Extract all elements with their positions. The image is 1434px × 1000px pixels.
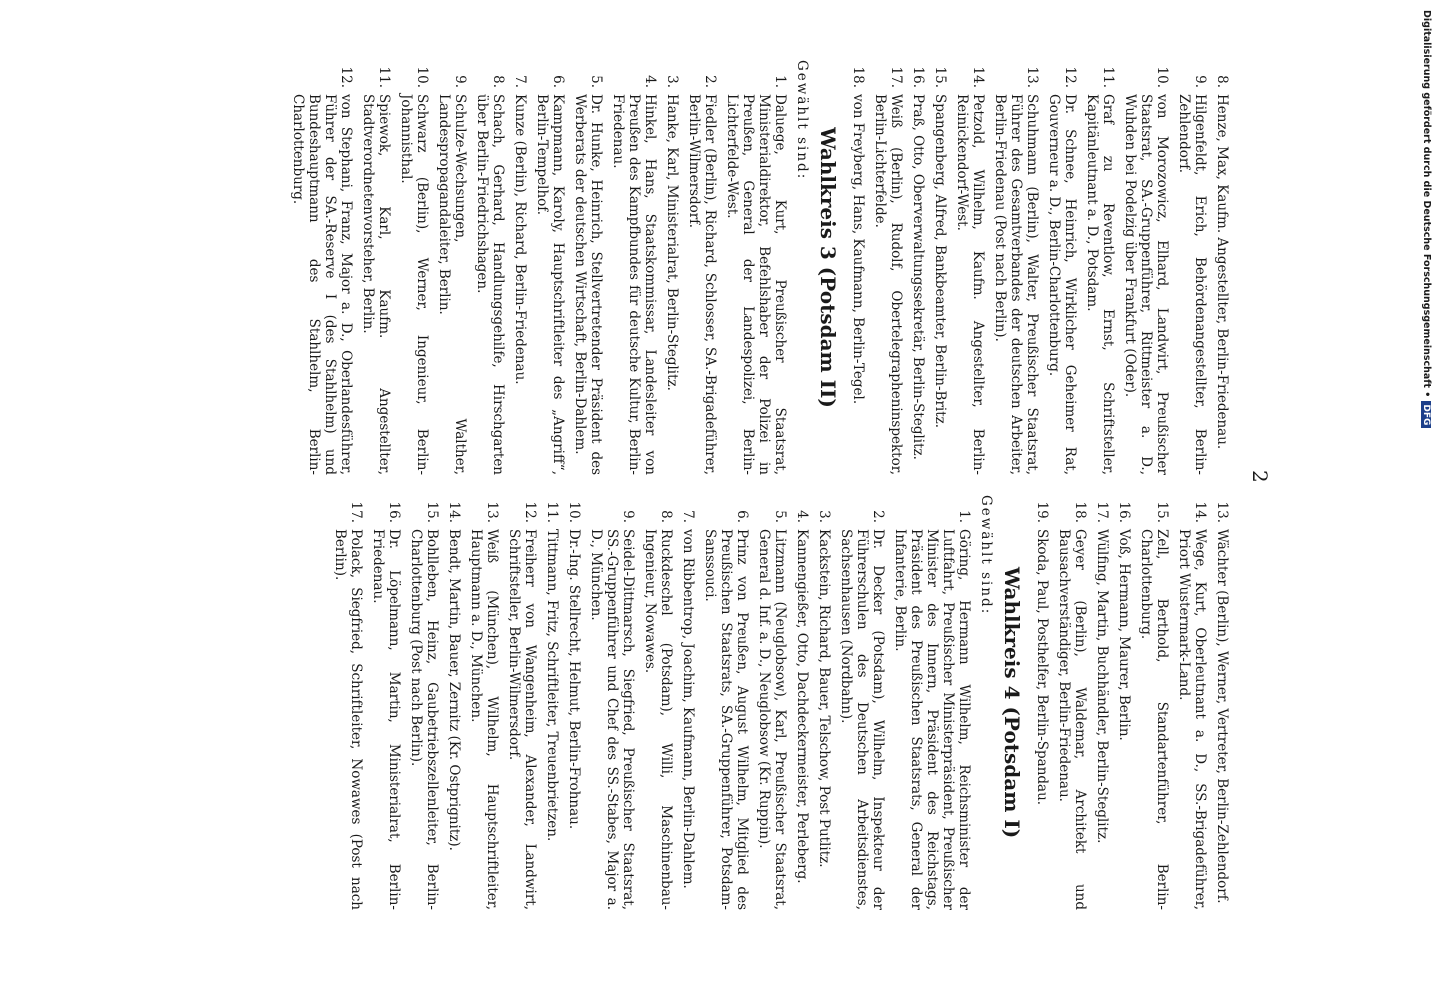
- entry-text: Zell, Berthold, Standartenführer, Berlin-Charlottenburg.: [1138, 529, 1170, 910]
- entry-text: von Stephani, Franz, Major a. D., Oberlandesführer, Führer der SA.-Reserve I (des Stahlhelm) und Bundeshauptmann des Stahlhelm, Berlin-Charlottenburg.: [290, 94, 354, 475]
- entry-text: Voß, Hermann, Maurer, Berlin.: [1116, 529, 1132, 741]
- entry-number: 6.: [734, 510, 750, 523]
- entry-number: 16.: [386, 501, 402, 523]
- list-item: [992, 60, 1040, 475]
- entry-number: 8.: [1214, 75, 1230, 88]
- entry-number: 17.: [888, 66, 904, 88]
- entry-text: Kampmann, Karoly, Hauptschriftleiter des „Angriff“, Berlin-Tempelhof.: [534, 94, 566, 475]
- digitization-note: [1418, 10, 1432, 570]
- entry-number: 13.: [1214, 501, 1230, 523]
- list-item: [544, 495, 560, 910]
- elected-label: Gewählt sind:: [794, 60, 810, 181]
- entry-number: 13.: [1024, 66, 1040, 88]
- list-item: [588, 495, 636, 910]
- entry-text: Wächter (Berlin), Werner, Vertreter, Berlin-Zehlendorf.: [1214, 529, 1230, 904]
- list-item: [360, 60, 392, 475]
- entry-text: Tittmann, Fritz, Schriftleiter, Treuenbrietzen.: [544, 529, 560, 842]
- entry-text: Ruckdeschel (Potsdam), Willi, Maschinenbau-Ingenieur, Nowawes.: [642, 529, 674, 910]
- left-entries-bottom: [290, 60, 788, 475]
- entry-number: 10.: [414, 66, 430, 88]
- entry-text: Spiewok, Karl, Kaufm. Angestellter, Stadtverordnetenvorsteher, Berlin.: [360, 94, 392, 475]
- entry-text: Graf zu Reventlow, Ernst, Schriftsteller, Kapitänleutnant a. D., Potsdam.: [1084, 94, 1116, 475]
- list-item: [1034, 495, 1050, 910]
- entry-number: 12.: [1062, 66, 1078, 88]
- entry-number: 12.: [522, 501, 538, 523]
- entry-number: 5.: [772, 510, 788, 523]
- entry-number: 7.: [512, 75, 528, 88]
- list-item: [332, 495, 364, 910]
- entry-number: 10.: [1154, 66, 1170, 88]
- entry-text: Polack, Siegfried, Schriftleiter, Nowawes (Post nach Berlin).: [332, 529, 364, 910]
- entry-text: Spangenberg, Alfred, Bankbeamter, Berlin-Britz.: [932, 94, 948, 429]
- list-item: [680, 495, 696, 910]
- entry-text: Dr. Schnee, Heinrich, Wirklicher Geheimer Rat, Gouverneur a. D., Berlin-Charlottenburg.: [1046, 94, 1078, 475]
- list-item: [474, 60, 506, 475]
- entry-text: Weiß (Berlin), Rudolf, Obertelegrapheninspektor, Berlin-Lichterfelde.: [872, 94, 904, 475]
- entry-text: Fiedler (Berlin), Richard, Schlosser, SA.-Brigadeführer, Berlin-Wilmersdorf.: [686, 94, 718, 475]
- list-item: [850, 60, 866, 475]
- list-item: [756, 495, 788, 910]
- section-title-wahlkreis-3: Wahlkreis 3 (Potsdam II): [816, 127, 840, 408]
- list-item: [892, 495, 972, 910]
- entry-number: 1.: [772, 75, 788, 88]
- entry-text: Hilgenfeldt, Erich, Behördenangestellter, Berlin-Zehlendorf.: [1176, 94, 1208, 475]
- entry-number: 16.: [910, 66, 926, 88]
- list-item: [1046, 60, 1078, 475]
- entry-number: 11.: [1100, 66, 1116, 88]
- entry-number: 17.: [1094, 501, 1110, 523]
- entry-text: Litzmann (Neuglobsow), Karl, Preußischer Staatsrat, General d. Inf. a. D., Neuglobsow (Kr. Ruppin).: [756, 529, 788, 910]
- left-column: [284, 60, 1230, 475]
- list-item: [702, 495, 750, 910]
- entry-number: 14.: [1192, 501, 1208, 523]
- entry-number: 16.: [1116, 501, 1132, 523]
- elected-label: Gewählt sind:: [978, 495, 994, 616]
- entry-text: Schulze-Wechsungen, Walther, Landespropagandaleiter, Berlin.: [436, 94, 468, 475]
- entry-text: Dr. Hunke, Heinrich, Stellvertretender Präsident des Werberats der deutschen Wirtschaft, Berlin-Dahlem.: [572, 94, 604, 475]
- list-item: [398, 60, 430, 475]
- entry-number: 9.: [1192, 75, 1208, 88]
- list-item: [1214, 60, 1230, 475]
- entry-text: Dr.-Ing. Stellrecht, Helmut, Berlin-Frohnau.: [566, 529, 582, 830]
- entry-number: 4.: [642, 75, 658, 88]
- entry-text: von Freyberg, Hans, Kaufmann, Berlin-Tegel.: [850, 94, 866, 405]
- entry-number: 17.: [348, 501, 364, 523]
- list-item: [816, 495, 832, 910]
- list-item: [436, 60, 468, 475]
- entry-number: 8.: [490, 75, 506, 88]
- page-number: 2: [1248, 470, 1272, 483]
- entry-number: 1.: [956, 510, 972, 523]
- document-page: [100, 40, 1290, 920]
- list-item: [794, 495, 810, 910]
- entry-text: Henze, Max, Kaufm. Angestellter, Berlin-Friedenau.: [1214, 94, 1230, 450]
- list-item: [954, 60, 986, 475]
- list-item: [1122, 60, 1170, 475]
- list-item: [572, 60, 604, 475]
- dfg-logo: DFG: [1421, 401, 1431, 428]
- list-item: [370, 495, 402, 910]
- right-column: [326, 495, 1230, 910]
- entry-number: 3.: [664, 75, 680, 88]
- entry-number: 4.: [794, 510, 810, 523]
- entry-text: Schwarz (Berlin), Werner, Ingenieur, Berlin-Johannisthal.: [398, 94, 430, 475]
- section-title-wahlkreis-4: Wahlkreis 4 (Potsdam I): [1000, 566, 1024, 839]
- list-item: [1176, 60, 1208, 475]
- entry-text: Freiherr von Wangenheim, Alexander, Landwirt, Schriftsteller, Berlin-Wilmersdorf.: [506, 529, 538, 910]
- entry-text: Bendt, Martin, Bauer, Zernitz (Kr. Ostprignitz).: [446, 529, 462, 851]
- entry-number: 2.: [870, 510, 886, 523]
- entry-text: Hinkel, Hans, Staatskommissar, Landesleiter von Preußen des Kampfbundes für deutsche Kultur, Berlin-Friedenau.: [610, 94, 658, 475]
- entry-text: Schach, Gerhard, Handlungsgehilfe, Hirschgarten über Berlin-Friedrichshagen.: [474, 94, 506, 475]
- entry-number: 11.: [544, 501, 560, 523]
- list-item: [1214, 495, 1230, 910]
- list-item: [1176, 495, 1208, 910]
- entry-text: Wülfing, Martin, Buchhändler, Berlin-Steglitz.: [1094, 529, 1110, 844]
- entry-text: Göring, Hermann Wilhelm, Reichsminister der Luftfahrt, Preußischer Ministerpräsident, Preußischer Minister des Innern, Präsident des Reichstags, Präsident des Preußischen Staatsrats, General der Infanterie, Berlin.: [892, 529, 972, 910]
- right-entries-bottom: [332, 495, 972, 910]
- digitization-note-text: Digitalisierung gefördert durch die Deutsche Forschungsgemeinschaft •: [1421, 10, 1432, 398]
- list-item: [932, 60, 948, 475]
- entry-text: Hanke, Karl, Ministerialrat, Berlin-Steglitz.: [664, 94, 680, 391]
- list-item: [610, 60, 658, 475]
- list-item: [686, 60, 718, 475]
- entry-text: von Ribbentrop, Joachim, Kaufmann, Berlin-Dahlem.: [680, 529, 696, 889]
- entry-number: 15.: [932, 66, 948, 88]
- entry-number: 3.: [816, 510, 832, 523]
- entry-number: 8.: [658, 510, 674, 523]
- list-item: [910, 60, 926, 475]
- right-entries-top: [1034, 495, 1230, 910]
- entry-number: 7.: [680, 510, 696, 523]
- entry-text: Prinz von Preußen, August Wilhelm, Mitglied des Preußischen Staatsrats, SA.-Gruppenführer, Potsdam-Sanssouci.: [702, 529, 750, 910]
- entry-number: 5.: [588, 75, 604, 88]
- entry-number: 9.: [452, 75, 468, 88]
- entry-text: von Morozowicz, Elhard, Landwirt, Preußischer Staatsrat, SA.-Gruppenführer, Rittmeister a. D., Wuhden bei Podelzig über Frankfurt (Oder).: [1122, 94, 1170, 475]
- list-item: [1056, 495, 1088, 910]
- list-item: [1094, 495, 1110, 910]
- list-item: [872, 60, 904, 475]
- entry-number: 2.: [702, 75, 718, 88]
- entry-number: 14.: [970, 66, 986, 88]
- entry-text: Wege, Kurt, Oberleutnant a. D., SS.-Brigadeführer, Priort Wustermark-Land.: [1176, 529, 1208, 910]
- entry-number: 18.: [1072, 501, 1088, 523]
- entry-text: Weiß (München), Wilhelm, Hauptschriftleiter, Hauptmann a. D., München.: [468, 529, 500, 910]
- entry-text: Praß, Otto, Oberverwaltungssekretär, Berlin-Steglitz.: [910, 94, 926, 460]
- entry-text: Seidel-Dittmarsch, Siegfried, Preußischer Staatsrat, SS.-Gruppenführer und Chef des SS.-Stabes, Major a. D., München.: [588, 529, 636, 910]
- entry-number: 15.: [424, 501, 440, 523]
- entry-number: 18.: [850, 66, 866, 88]
- list-item: [446, 495, 462, 910]
- list-item: [1116, 495, 1132, 910]
- list-item: [1084, 60, 1116, 475]
- left-entries-top: [850, 60, 1230, 475]
- entry-number: 13.: [484, 501, 500, 523]
- list-item: [290, 60, 354, 475]
- entry-number: 12.: [338, 66, 354, 88]
- entry-text: Daluege, Kurt, Preußischer Staatsrat, Ministerialdirektor, Befehlshaber der Polizei in Preußen, General der Landespolizei, Berlin-Lichterfelde-West.: [724, 94, 788, 475]
- entry-number: 11.: [376, 66, 392, 88]
- entry-text: Kunze (Berlin), Richard, Berlin-Friedenau.: [512, 94, 528, 385]
- entry-number: 19.: [1034, 501, 1050, 523]
- entry-text: Geyer (Berlin), Waldemar, Architekt und Bausachverständiger, Berlin-Friedenau.: [1056, 529, 1088, 910]
- list-item: [838, 495, 886, 910]
- list-item: [468, 495, 500, 910]
- entry-number: 6.: [550, 75, 566, 88]
- list-item: [1138, 495, 1170, 910]
- list-item: [408, 495, 440, 910]
- list-item: [724, 60, 788, 475]
- entry-text: Dr. Löpelmann, Martin, Ministerialrat, Berlin-Friedenau.: [370, 529, 402, 910]
- entry-text: Bohlleben, Heinz, Gaubetriebszellenleiter, Berlin-Charlottenburg (Post nach Berlin).: [408, 529, 440, 910]
- entry-number: 14.: [446, 501, 462, 523]
- entry-text: Kannengießer, Otto, Dachdeckermeister, Perleberg.: [794, 529, 810, 884]
- list-item: [534, 60, 566, 475]
- entry-text: Schuhmann (Berlin), Walter, Preußischer Staatsrat, Führer des Gesamtverbandes der deutschen Arbeiter, Berlin-Friedenau (Post nach Berlin).: [992, 94, 1040, 475]
- list-item: [512, 60, 528, 475]
- list-item: [566, 495, 582, 910]
- entry-number: 10.: [566, 501, 582, 523]
- entry-text: Petzold, Wilhelm, Kaufm. Angestellter, Berlin-Reinickendorf-West.: [954, 94, 986, 475]
- list-item: [664, 60, 680, 475]
- entry-number: 15.: [1154, 501, 1170, 523]
- list-item: [642, 495, 674, 910]
- entry-text: Kackstein, Richard, Bauer, Telschow, Post Putlitz.: [816, 529, 832, 868]
- entry-number: 9.: [620, 510, 636, 523]
- entry-text: Dr. Decker (Potsdam), Wilhelm, Inspekteur der Führerschulen des Deutschen Arbeitsdienstes, Sachsenhausen (Nordbahn).: [838, 529, 886, 910]
- entry-text: Skoda, Paul, Posthelfer, Berlin-Spandau.: [1034, 529, 1050, 806]
- list-item: [506, 495, 538, 910]
